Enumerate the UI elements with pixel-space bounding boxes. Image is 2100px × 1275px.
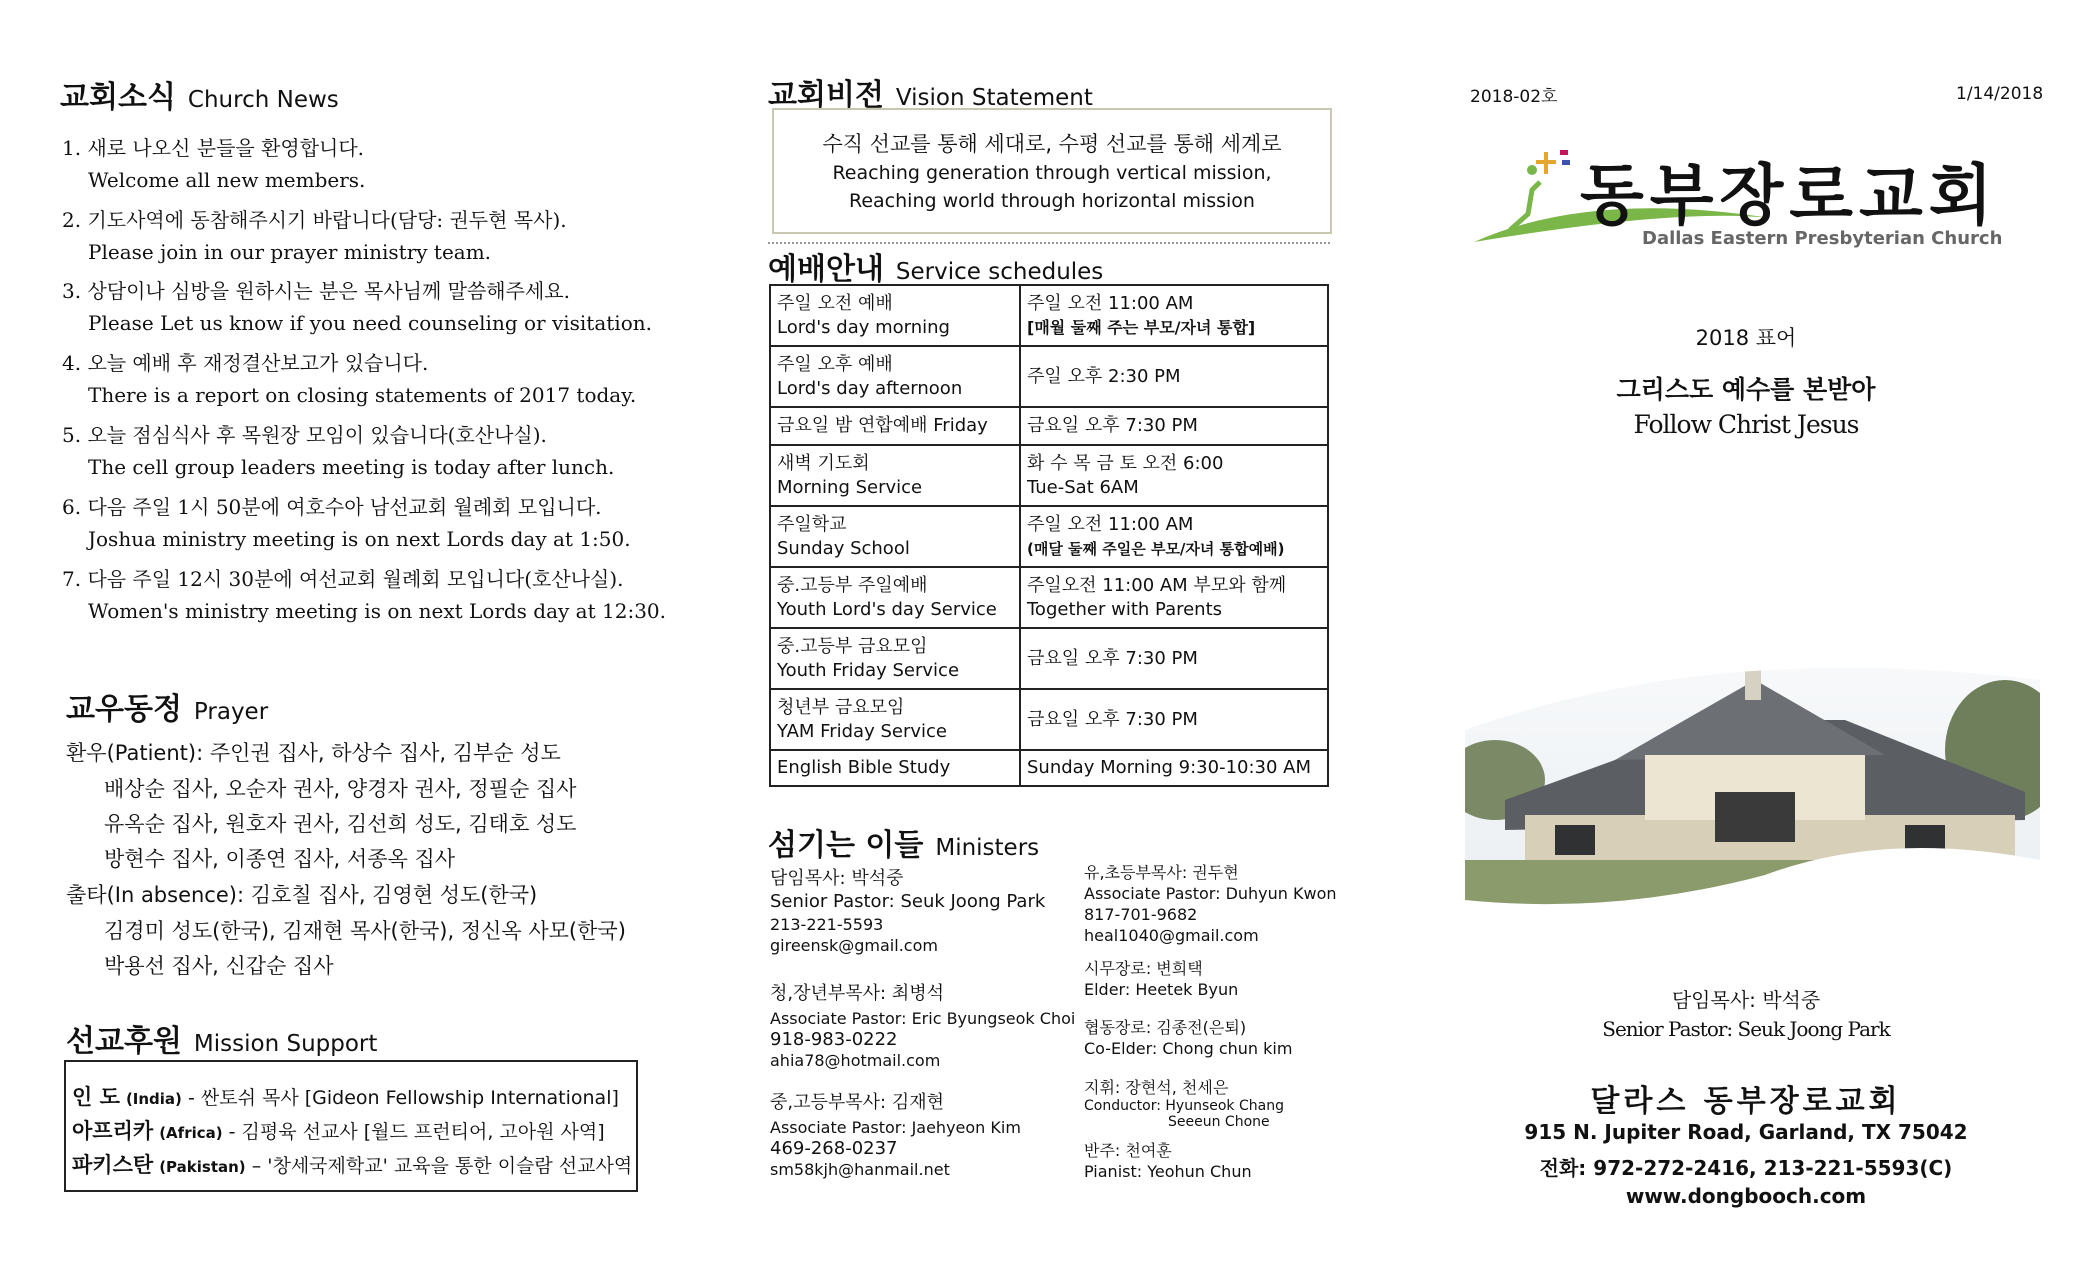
table-row [770, 750, 1328, 786]
service-table [769, 284, 1329, 787]
mission-country: 아프리카 [72, 1119, 154, 1143]
minister-role: 지휘: 장현석, 천세은 [1084, 1078, 1229, 1097]
senior-pastor-ko: 담임목사: 박석중 [1671, 988, 1821, 1012]
bulletin-date: 1/14/2018 [1956, 84, 2044, 104]
service-name-cell [770, 567, 1020, 628]
service-name-cell [770, 750, 1020, 786]
news-item-en: The cell group leaders meeting is today after lunch. [88, 455, 615, 479]
mission-country-en: (India) [125, 1090, 182, 1108]
minister-role: 반주: 천여훈 [1084, 1141, 1172, 1160]
prayer-line: 유옥순 집사, 원호자 권사, 김선희 성도, 김태호 성도 [104, 812, 577, 836]
minister-email: ahia78@hotmail.com [770, 1051, 941, 1070]
mission-title-ko: 선교후원 [66, 1024, 182, 1059]
minister-entry [1084, 1140, 1252, 1182]
mission-country-en: (Africa) [159, 1124, 223, 1142]
service-time-cell [1020, 285, 1328, 346]
prayer-line: 박용선 집사, 신갑순 집사 [104, 954, 334, 978]
service-time: 주일오전 11:00 AM 부모와 함께 [1027, 574, 1287, 596]
minister-entry [1084, 958, 1238, 1000]
issue-number: 2018-02호 [1470, 87, 1558, 107]
service-time: Sunday Morning 9:30-10:30 AM [1027, 757, 1312, 778]
ministers-heading [768, 820, 1039, 864]
service-time: 화 수 목 금 토 오전 6:00 [1027, 452, 1224, 474]
minister-role: 청,장년부목사: 최병석 [770, 983, 944, 1004]
service-name-ko: 주일 오전 예배 [777, 292, 893, 314]
mission-country-en: (Pakistan) [159, 1158, 246, 1176]
senior-pastor-en: Senior Pastor: Seuk Joong Park [1602, 1017, 1890, 1041]
service-time-cell [1020, 689, 1328, 750]
minister-entry [1084, 862, 1337, 946]
service-time-cell [1020, 750, 1328, 786]
mission-title-en: Mission Support [193, 1031, 378, 1057]
service-name-ko: 새벽 기도회 [777, 452, 870, 474]
service-heading [768, 244, 1103, 288]
minister-phone: 817-701-9682 [1084, 905, 1198, 924]
service-time: 금요일 오후 7:30 PM [1027, 708, 1198, 730]
church-news-title-ko: 교회소식 [60, 80, 176, 115]
service-name-cell [770, 628, 1020, 689]
church-website[interactable]: www.dongbooch.com [1625, 1184, 1867, 1208]
minister-phone: 918-983-0222 [770, 1029, 898, 1050]
service-time-cell [1020, 506, 1328, 567]
minister-name: Elder: Heetek Byun [1084, 980, 1239, 999]
motto-label: 2018 표어 [1695, 326, 1797, 350]
service-time: 금요일 오후 7:30 PM [1027, 415, 1198, 436]
minister-email: gireensk@gmail.com [770, 936, 938, 955]
service-name-en: Youth Friday Service [777, 659, 960, 681]
table-row [770, 506, 1328, 567]
service-name-ko: 주일 오후 예배 [777, 353, 893, 375]
church-news-heading [60, 72, 339, 116]
service-name-cell [770, 407, 1020, 445]
prayer-line: 출타(In absence): 김호칠 집사, 김영현 성도(한국) [66, 883, 538, 907]
minister-phone: 213-221-5593 [770, 915, 884, 934]
motto-en: Follow Christ Jesus [1633, 410, 1859, 439]
minister-entry [770, 868, 1045, 956]
service-name-ko: 중.고등부 주일예배 [777, 574, 928, 596]
news-item-ko: 4. 오늘 예배 후 재정결산보고가 있습니다. [62, 351, 429, 375]
minister-entry [770, 983, 1075, 1071]
vision-title-ko: 교회비전 [768, 78, 884, 113]
service-title-en: Service schedules [895, 259, 1104, 285]
service-time: 주일 오후 2:30 PM [1027, 365, 1181, 387]
vision-en-line1: Reaching generation through vertical mission, [832, 162, 1272, 184]
logo-text-ko: 동부장로교회 [1580, 157, 1999, 234]
minister-name: Seeeun Chone [1168, 1114, 1270, 1130]
minister-entry [1084, 1017, 1292, 1059]
table-row [770, 285, 1328, 346]
minister-email: sm58kjh@hanmail.net [770, 1160, 950, 1179]
prayer-line: 김경미 성도(한국), 김재현 목사(한국), 정신옥 사모(한국) [104, 919, 626, 943]
service-time-cell [1020, 346, 1328, 407]
news-item-ko: 5. 오늘 점심식사 후 목원장 모임이 있습니다(호산나실). [62, 423, 547, 447]
news-item-ko: 3. 상담이나 심방을 원하시는 분은 목사님께 말씀해주세요. [62, 279, 570, 303]
mission-row [72, 1081, 619, 1111]
minister-role: 담임목사: 박석중 [770, 868, 904, 889]
news-item-en: Joshua ministry meeting is on next Lords day at 1:50. [88, 527, 631, 551]
service-name-cell [770, 689, 1020, 750]
service-name-en: Lord's day afternoon [777, 377, 963, 399]
service-time-cell [1020, 445, 1328, 506]
church-news-title-en: Church News [187, 87, 339, 113]
motto-ko: 그리스도 예수를 본받아 [1616, 375, 1876, 404]
service-name-cell [770, 285, 1020, 346]
mission-desc: - 싼토쉬 목사 [Gideon Fellowship International] [187, 1087, 619, 1109]
service-name-ko: English Bible Study [777, 757, 951, 778]
prayer-line: 방현수 집사, 이종연 집사, 서종옥 집사 [104, 847, 456, 871]
church-name: 달라스 동부장로교회 [1590, 1084, 1902, 1119]
minister-name: Conductor: Hyunseok Chang [1084, 1098, 1284, 1114]
minister-role: 유,초등부목사: 권두현 [1084, 863, 1239, 882]
service-name-cell [770, 445, 1020, 506]
service-time: 금요일 오후 7:30 PM [1027, 647, 1198, 669]
minister-email: heal1040@gmail.com [1084, 926, 1259, 945]
mission-country: 파키스탄 [72, 1153, 154, 1177]
minister-role: 중,고등부목사: 김재현 [770, 1092, 944, 1113]
minister-entry [1084, 1077, 1284, 1130]
vision-en-line2: Reaching world through horizontal mission [849, 190, 1255, 212]
service-name-cell [770, 346, 1020, 407]
mission-desc: – '창세국제학교' 교육을 통한 이슬람 선교사역 [251, 1155, 633, 1177]
service-name-ko: 청년부 금요모임 [777, 696, 905, 718]
service-name-ko: 중.고등부 금요모임 [777, 635, 928, 657]
table-row [770, 689, 1328, 750]
table-row [770, 567, 1328, 628]
service-name-en: Sunday School [777, 537, 910, 559]
service-name-en: YAM Friday Service [777, 720, 947, 742]
minister-role: 시무장로: 변희택 [1084, 959, 1203, 978]
minister-name: Co-Elder: Chong chun kim [1084, 1039, 1293, 1058]
service-name-en: Lord's day morning [777, 316, 950, 338]
service-divider [768, 242, 1330, 244]
prayer-title-en: Prayer [193, 699, 269, 725]
service-name-ko: 금요일 밤 연합예배 Friday [777, 415, 988, 436]
minister-name: Pianist: Yeohun Chun [1084, 1162, 1252, 1181]
prayer-title-ko: 교우동정 [66, 692, 182, 727]
prayer-line: 환우(Patient): 주인권 집사, 하상수 집사, 김부순 성도 [66, 741, 561, 765]
news-item-en: Please Let us know if you need counseling or visitation. [88, 311, 652, 335]
service-time-cell [1020, 407, 1328, 445]
church-phone: 전화: 972-272-2416, 213-221-5593(C) [1539, 1156, 1953, 1180]
service-note: (매달 둘째 주일은 부모/자녀 통합예배) [1027, 539, 1285, 558]
ministers-title-en: Ministers [935, 835, 1040, 861]
minister-name: Associate Pastor: Duhyun Kwon [1084, 884, 1337, 903]
church-logo [1470, 138, 2003, 256]
service-note: Tue-Sat 6AM [1027, 476, 1139, 498]
service-title-ko: 예배안내 [768, 252, 884, 287]
service-name-cell [770, 506, 1020, 567]
service-name-ko: 주일학교 [777, 513, 847, 535]
minister-role: 협동장로: 김종전(은퇴) [1084, 1018, 1247, 1037]
table-row [770, 346, 1328, 407]
mission-row [72, 1115, 605, 1145]
news-item-ko: 1. 새로 나오신 분들을 환영합니다. [62, 136, 365, 160]
mission-heading [66, 1016, 377, 1060]
church-photo [1465, 530, 2040, 915]
mission-desc: - 김평육 선교사 [월드 프런티어, 고아원 사역] [228, 1121, 605, 1143]
mission-country: 인 도 [72, 1085, 120, 1109]
service-time: 주일 오전 11:00 AM [1027, 513, 1194, 535]
news-item-en: Women's ministry meeting is on next Lords day at 12:30. [88, 599, 666, 623]
church-building-image [1465, 530, 2040, 915]
news-item-ko: 7. 다음 주일 12시 30분에 여선교회 월례회 모입니다(호산나실). [62, 567, 624, 591]
news-item-ko: 2. 기도사역에 동참해주시기 바랍니다(담당: 권두현 목사). [62, 208, 567, 232]
vision-title-en: Vision Statement [895, 85, 1093, 111]
news-item-ko: 6. 다음 주일 1시 50분에 여호수아 남선교회 월례회 모입니다. [62, 495, 602, 519]
table-row [770, 407, 1328, 445]
logo-text-en: Dallas Eastern Presbyterian Church [1642, 228, 2003, 249]
minister-name: Senior Pastor: Seuk Joong Park [770, 891, 1046, 912]
mission-row [72, 1149, 632, 1179]
vision-box [772, 108, 1332, 234]
service-name-en: Morning Service [777, 476, 923, 498]
service-note: [매월 둘째 주는 부모/자녀 통합] [1027, 317, 1256, 337]
church-address: 915 N. Jupiter Road, Garland, TX 75042 [1524, 1120, 1968, 1144]
table-row [770, 445, 1328, 506]
service-time-cell [1020, 567, 1328, 628]
service-name-en: Youth Lord's day Service [777, 598, 997, 620]
ministers-title-ko: 섬기는 이들 [768, 828, 924, 863]
minister-name: Associate Pastor: Eric Byungseok Choi [770, 1009, 1076, 1028]
news-item-en: Welcome all new members. [88, 168, 366, 192]
prayer-line: 배상순 집사, 오순자 권사, 양경자 권사, 정필순 집사 [104, 777, 577, 801]
minister-phone: 469-268-0237 [770, 1138, 898, 1159]
minister-name: Associate Pastor: Jaehyeon Kim [770, 1118, 1021, 1137]
news-item-en: Please join in our prayer ministry team. [88, 240, 492, 264]
service-time-cell [1020, 628, 1328, 689]
service-time: 주일 오전 11:00 AM [1027, 292, 1194, 314]
vision-ko: 수직 선교를 통해 세대로, 수평 선교를 통해 세계로 [822, 132, 1282, 156]
table-row [770, 628, 1328, 689]
news-item-en: There is a report on closing statements of 2017 today. [88, 383, 637, 407]
minister-entry [770, 1092, 1021, 1180]
service-note: Together with Parents [1027, 598, 1223, 620]
prayer-heading [66, 684, 268, 728]
